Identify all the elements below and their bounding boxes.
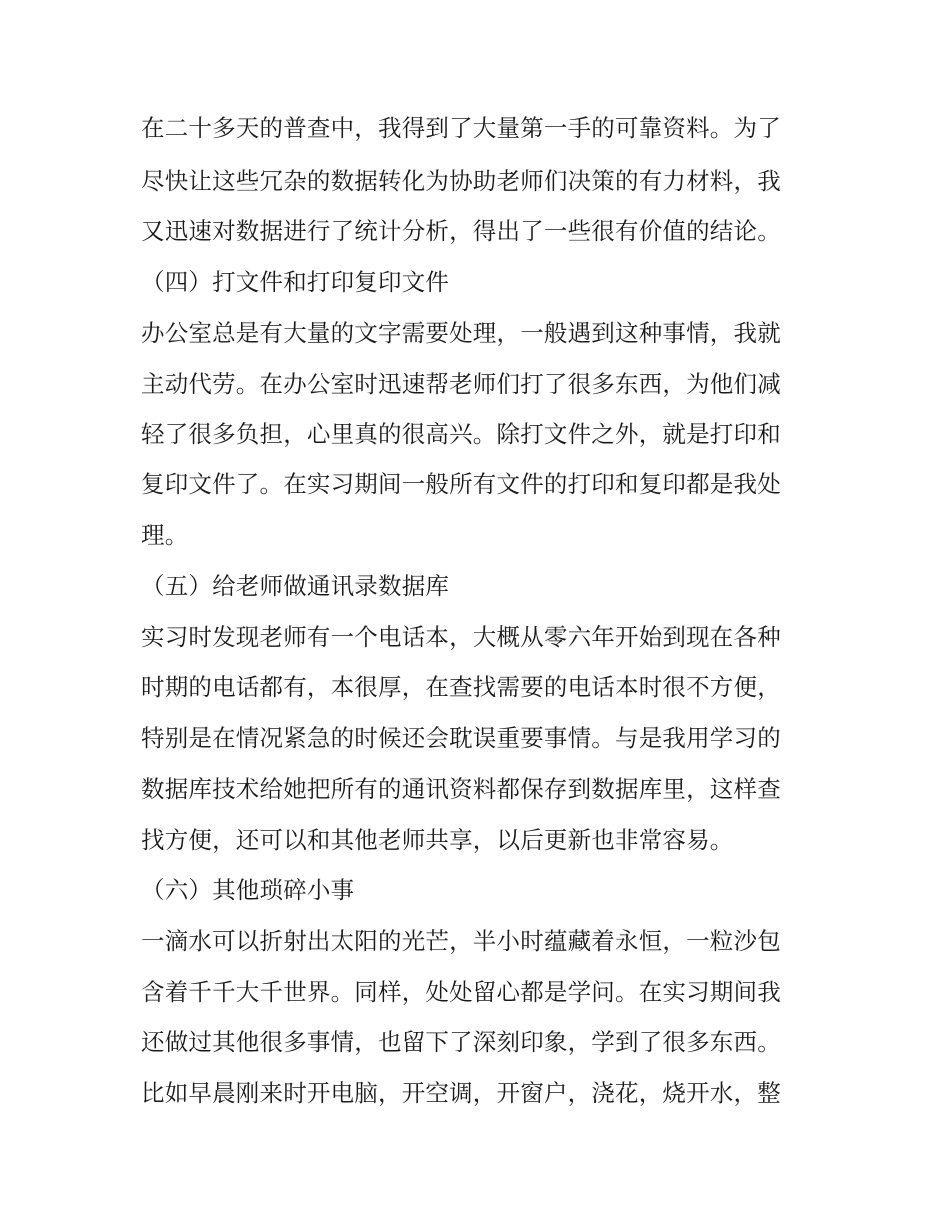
paragraph-line: 理。 — [141, 521, 189, 549]
section-heading: （五）给老师做通讯录数据库 — [141, 572, 450, 600]
paragraph-line: 轻了很多负担，心里真的很高兴。除打文件之外，就是打印和 — [141, 420, 781, 448]
paragraph-line: 主动代劳。在办公室时迅速帮老师们打了很多东西，为他们减 — [141, 370, 781, 398]
paragraph-line: 又迅速对数据进行了统计分析，得出了一些很有价值的结论。 — [141, 217, 781, 245]
section-heading: （四）打文件和打印复印文件 — [141, 268, 450, 296]
paragraph-line: 复印文件了。在实习期间一般所有文件的打印和复印都是我处 — [141, 470, 781, 498]
paragraph-line: 尽快让这些冗杂的数据转化为协助老师们决策的有力材料，我 — [141, 167, 781, 195]
paragraph-line: 找方便，还可以和其他老师共享，以后更新也非常容易。 — [141, 826, 734, 854]
paragraph-line: 实习时发现老师有一个电话本，大概从零六年开始到现在各种 — [141, 623, 781, 651]
paragraph-line: 特别是在情况紧急的时候还会耽误重要事情。与是我用学习的 — [141, 724, 781, 752]
paragraph-line: 数据库技术给她把所有的通讯资料都保存到数据库里，这样查 — [141, 775, 781, 803]
paragraph-line: 比如早晨刚来时开电脑，开空调，开窗户，浇花，烧开水，整 — [141, 1079, 781, 1107]
paragraph-line: 时期的电话都有，本很厚，在查找需要的电话本时很不方便， — [141, 673, 781, 701]
paragraph-line: 一滴水可以折射出太阳的光芒，半小时蕴藏着永恒，一粒沙包 — [141, 927, 781, 955]
section-heading: （六）其他琐碎小事 — [141, 876, 355, 904]
paragraph-line: 办公室总是有大量的文字需要处理，一般遇到这种事情，我就 — [141, 319, 781, 347]
paragraph-line: 在二十多天的普查中，我得到了大量第一手的可靠资料。为了 — [141, 114, 781, 142]
paragraph-line: 含着千千大千世界。同样，处处留心都是学问。在实习期间我 — [141, 978, 781, 1006]
paragraph-line: 还做过其他很多事情，也留下了深刻印象，学到了很多东西。 — [141, 1028, 781, 1056]
